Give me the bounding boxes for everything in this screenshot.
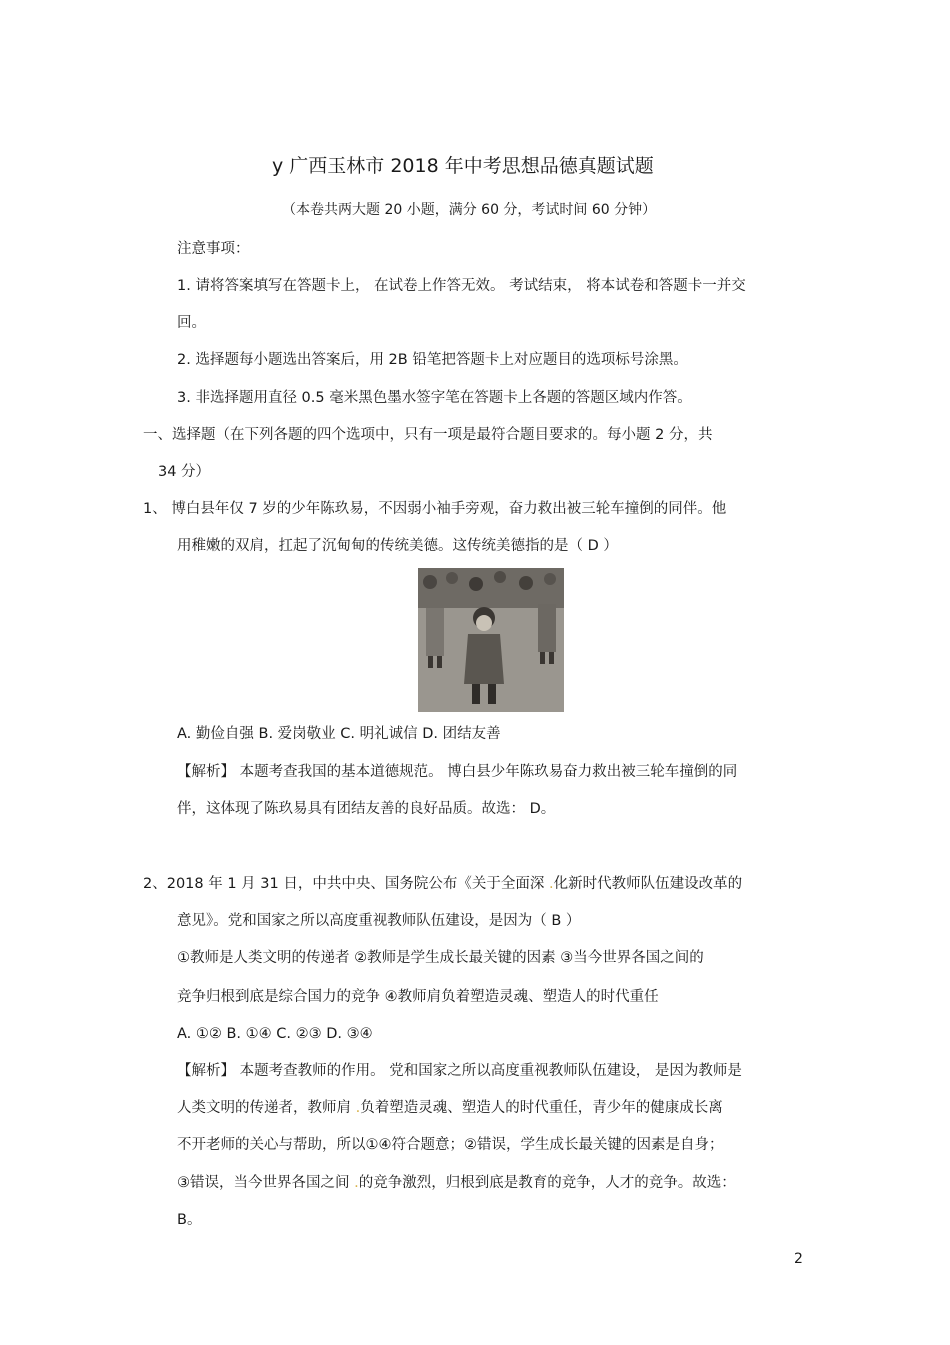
notice-item: 2. 选择题每小题选出答案后，用 2B 铅笔把答题卡上对应题目的选项标号涂黑。 <box>177 352 688 368</box>
question-2-analysis-cont: 不开老师的关心与帮助，所以①④符合题意；②错误，学生成长最关键的因素是自身； <box>177 1137 724 1153</box>
analysis-part: 负着塑造灵魂、塑造人的时代重任，青少年的健康成长离 <box>360 1100 723 1116</box>
question-2-stem <box>143 874 742 894</box>
question-1-options: A. 勤俭自强 B. 爱岗敬业 C. 明礼诚信 D. 团结友善 <box>177 726 501 742</box>
question-1-stem-cont: 用稚嫩的双肩，扛起了沉甸甸的传统美德。这传统美德指的是（ D ） <box>177 538 618 554</box>
question-1-analysis: 【解析】 本题考查我国的基本道德规范。 博白县少年陈玖易奋力救出被三轮车撞倒的同 <box>177 764 738 780</box>
boy-photo-illustration <box>418 568 564 712</box>
question-2-statements: ①教师是人类文明的传递者 ②教师是学生成长最关键的因素 ③当今世界各国之间的 <box>177 950 704 966</box>
analysis-part: 人类文明的传递者，教师肩 <box>177 1100 351 1116</box>
question-2-statements-cont: 竞争归根到底是综合国力的竞争 ④教师肩负着塑造灵魂、塑造人的时代重任 <box>177 989 659 1005</box>
notice-heading: 注意事项： <box>177 241 250 257</box>
question-1-photo <box>418 568 564 712</box>
page-number: 2 <box>794 1251 803 1267</box>
question-2-stem-cont: 意见》。党和国家之所以高度重视教师队伍建设，是因为（ B ） <box>177 913 581 929</box>
question-1-analysis-cont: 伴，这体现了陈玖易具有团结友善的良好品质。故选： D。 <box>177 801 556 817</box>
analysis-part: ③错误，当今世界各国之间 <box>177 1175 350 1191</box>
question-2-analysis-cont <box>177 1173 736 1193</box>
question-2-answer: B。 <box>177 1212 202 1228</box>
scan-dot: . <box>351 1100 361 1116</box>
section-heading: 一、选择题（在下列各题的四个选项中，只有一项是最符合题目要求的。每小题 2 分，共 <box>143 427 713 443</box>
section-heading-cont: 34 分） <box>158 464 211 480</box>
analysis-part: 的竞争激烈，归根到底是教育的竞争，人才的竞争。故选： <box>358 1175 736 1191</box>
scan-dot: . <box>544 876 554 892</box>
page-title: y 广西玉林市 2018 年中考思想品德真题试题 <box>272 155 654 177</box>
notice-item: 回。 <box>177 315 206 331</box>
exam-info: （本卷共两大题 20 小题，满分 60 分，考试时间 60 分钟） <box>282 202 657 218</box>
question-2-stem-part: 2、2018 年 1 月 31 日，中共中央、国务院公布《关于全面深 <box>143 876 545 892</box>
question-2-stem-part: 化新时代教师队伍建设改革的 <box>553 876 743 892</box>
question-2-options: A. ①② B. ①④ C. ②③ D. ③④ <box>177 1026 373 1042</box>
question-2-analysis-cont <box>177 1098 723 1118</box>
scan-dot: . <box>349 1175 359 1191</box>
question-2-analysis: 【解析】 本题考查教师的作用。 党和国家之所以高度重视教师队伍建设， 是因为教师是 <box>177 1063 742 1079</box>
notice-item: 3. 非选择题用直径 0.5 毫米黑色墨水签字笔在答题卡上各题的答题区域内作答。 <box>177 390 692 406</box>
notice-item: 1. 请将答案填写在答题卡上， 在试卷上作答无效。 考试结束， 将本试卷和答题卡一并交 <box>177 278 746 294</box>
question-1-stem: 1、 博白县年仅 7 岁的少年陈玖易，不因弱小袖手旁观，奋力救出被三轮车撞倒的同伴。他 <box>143 501 727 517</box>
